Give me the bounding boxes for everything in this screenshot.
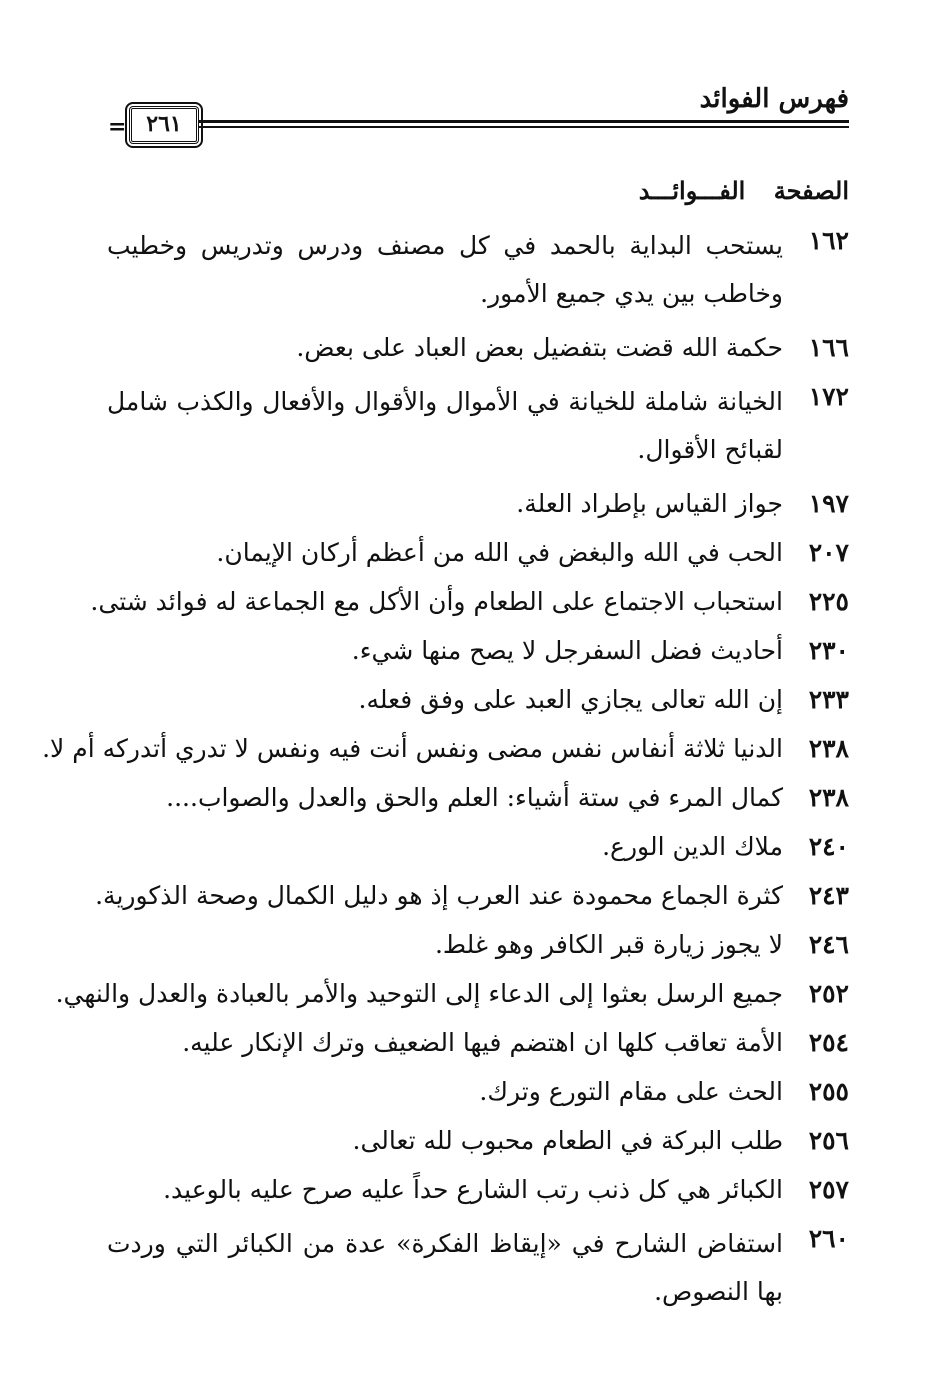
entry-text: الحث على مقام التورع وترك.: [479, 1077, 783, 1106]
entry-page-number: ٢٢٥: [808, 587, 849, 616]
entry-page-number: ١٦٦: [808, 333, 849, 362]
entry-text: استحباب الاجتماع على الطعام وأن الأكل مع الجماعة له فوائد شتى.: [90, 587, 783, 616]
entry-text: طلب البركة في الطعام محبوب لله تعالى.: [352, 1126, 783, 1155]
entry-page-number: ٢٣٨: [808, 734, 849, 763]
entry-text: جميع الرسل بعثوا إلى الدعاء إلى التوحيد والأمر بالعبادة والعدل والنهي.: [55, 979, 783, 1008]
page-column-label: الصفحة: [773, 176, 849, 205]
index-entry: [107, 828, 849, 866]
page-number-box: ٢٦١: [129, 106, 199, 144]
running-header-title: فهرس الفوائد: [699, 84, 849, 114]
index-entry: [107, 534, 849, 572]
index-entry: [95, 877, 849, 915]
index-entry: [107, 1171, 849, 1209]
entry-text: الخيانة شاملة للخيانة في الأموال والأقوال والأفعال والكذب شامل لقبائح الأقوال.: [107, 387, 783, 464]
entry-page-number: ٢٦٠: [808, 1224, 849, 1253]
entry-page-number: ٢٣٣: [808, 685, 849, 714]
entry-page-number: ٢٤٠: [808, 832, 849, 861]
entry-text: الكبائر هي كل ذنب رتب الشارع حداً عليه صرح عليه بالوعيد.: [163, 1175, 783, 1204]
entry-text: كثرة الجماع محمودة عند العرب إذ هو دليل الكمال وصحة الذكورية.: [95, 881, 783, 910]
index-entry: [107, 485, 849, 523]
header-double-rule: [199, 118, 849, 132]
index-entry: [107, 1073, 849, 1111]
entry-text: أحاديث فضل السفرجل لا يصح منها شيء.: [351, 636, 783, 665]
entry-page-number: ١٩٧: [808, 489, 849, 518]
entry-text: يستحب البداية بالحمد في كل مصنف ودرس وتدريس وخطيب وخاطب بين يدي جميع الأمور.: [107, 231, 783, 308]
index-entry: [107, 681, 849, 719]
entry-page-number: ١٧٢: [808, 382, 849, 411]
index-entry: [90, 583, 849, 621]
entry-text: حكمة الله قضت بتفضيل بعض العباد على بعض.: [296, 333, 783, 362]
entry-text: الأمة تعاقب كلها ان اهتضم فيها الضعيف وترك الإنكار عليه.: [182, 1028, 783, 1057]
entry-page-number: ٢٣٨: [808, 783, 849, 812]
index-entry: [107, 1220, 849, 1316]
benefits-column-label: الفـــوائـــد: [638, 176, 746, 205]
index-entry: [107, 329, 849, 367]
entry-page-number: ١٦٢: [808, 226, 849, 255]
column-headers: [619, 176, 849, 205]
entry-text: الحب في الله والبغض في الله من أعظم أركان الإيمان.: [216, 538, 783, 567]
entry-text: إن الله تعالى يجازي العبد على وفق فعله.: [358, 685, 783, 714]
benefits-index-list: [42, 222, 849, 1327]
index-entry: [55, 975, 849, 1013]
entry-text: كمال المرء في ستة أشياء: العلم والحق والعدل والصواب....: [166, 783, 783, 812]
index-entry: [107, 222, 849, 318]
index-entry: [107, 1122, 849, 1160]
entry-page-number: ٢٤٣: [808, 881, 849, 910]
index-entry: [107, 926, 849, 964]
index-entry: [107, 632, 849, 670]
entry-text: الدنيا ثلاثة أنفاس نفس مضى ونفس أنت فيه ونفس لا تدري أتدركه أم لا.: [42, 734, 783, 763]
index-entry: [107, 779, 849, 817]
entry-text: استفاض الشارح في «إيقاظ الفكرة» عدة من الكبائر التي وردت بها النصوص.: [107, 1229, 783, 1306]
entry-page-number: ٢٣٠: [808, 636, 849, 665]
entry-page-number: ٢٠٧: [808, 538, 849, 567]
entry-text: لا يجوز زيارة قبر الكافر وهو غلط.: [434, 930, 783, 959]
entry-page-number: ٢٤٦: [808, 930, 849, 959]
index-entry: [107, 1024, 849, 1062]
entry-text: جواز القياس بإطراد العلة.: [516, 489, 783, 518]
entry-page-number: ٢٥٥: [808, 1077, 849, 1106]
index-entry: [42, 730, 849, 768]
entry-text: ملاك الدين الورع.: [602, 832, 783, 861]
entry-page-number: ٢٥٦: [808, 1126, 849, 1155]
index-entry: [107, 378, 849, 474]
entry-page-number: ٢٥٤: [808, 1028, 849, 1057]
rule-end-mark: =: [108, 114, 127, 140]
entry-page-number: ٢٥٢: [808, 979, 849, 1008]
entry-page-number: ٢٥٧: [808, 1175, 849, 1204]
